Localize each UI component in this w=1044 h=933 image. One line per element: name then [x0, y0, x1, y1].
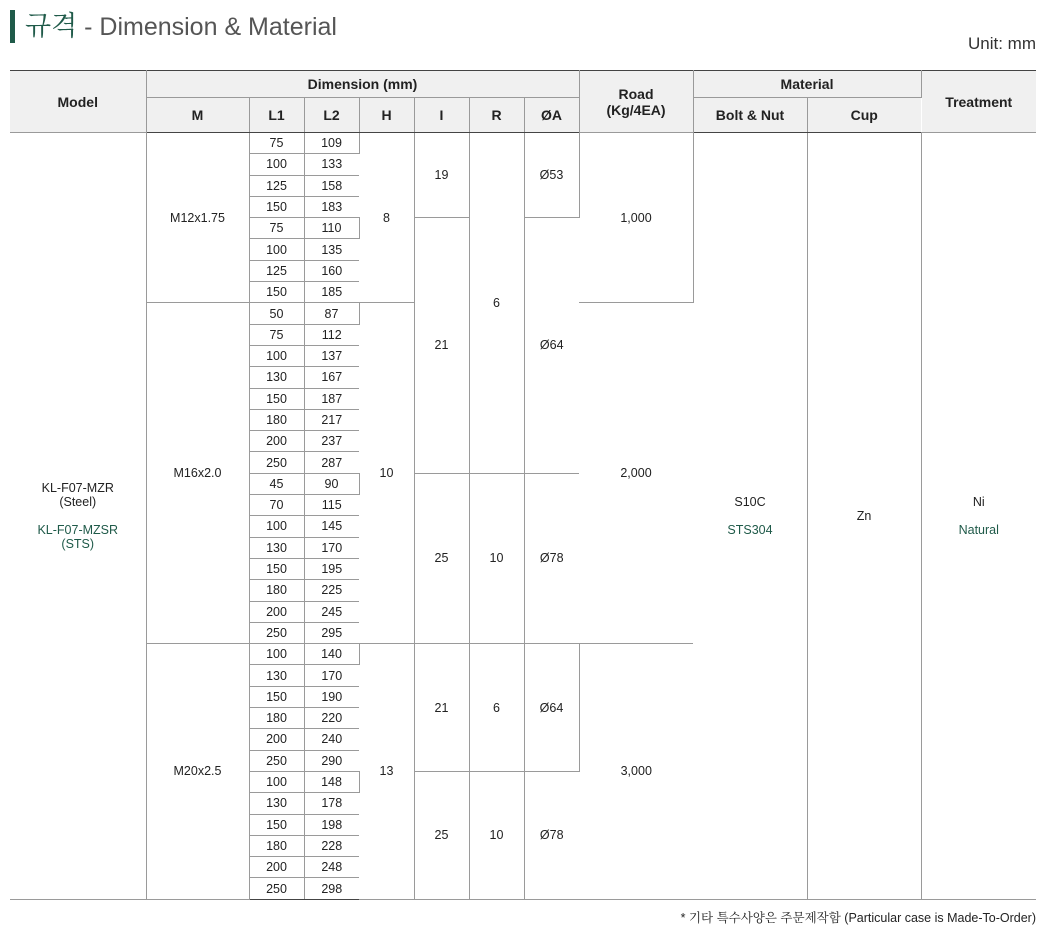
l2-cell: 295 [304, 622, 359, 643]
l1-cell: 150 [249, 814, 304, 835]
l1-cell: 100 [249, 345, 304, 366]
l1-cell: 180 [249, 835, 304, 856]
m-cell: M20x2.5 [146, 644, 249, 900]
l2-cell: 110 [304, 218, 359, 239]
cup-cell: Zn [807, 133, 921, 900]
i-cell: 19 [414, 133, 469, 218]
i-cell: 21 [414, 644, 469, 772]
model-steel-note: (Steel) [59, 494, 97, 509]
l1-cell: 150 [249, 196, 304, 217]
l2-cell: 190 [304, 686, 359, 707]
treatment-steel: Ni [972, 494, 985, 509]
l2-cell: 178 [304, 793, 359, 814]
l1-cell: 180 [249, 708, 304, 729]
l1-cell: 200 [249, 857, 304, 878]
l1-cell: 200 [249, 729, 304, 750]
oa-cell: Ø78 [524, 771, 579, 899]
page-title-english: - Dimension & Material [77, 13, 337, 41]
page-title [25, 8, 337, 45]
l1-cell: 125 [249, 260, 304, 281]
r-cell: 10 [469, 771, 524, 899]
treatment-cell [921, 133, 1036, 900]
model-cell [10, 133, 146, 900]
i-cell: 25 [414, 473, 469, 643]
l2-cell: 140 [304, 644, 359, 665]
header-dimension: Dimension (mm) [146, 71, 579, 98]
header-material: Material [693, 71, 921, 98]
l1-cell: 150 [249, 686, 304, 707]
header-road-line2: (Kg/4EA) [606, 101, 666, 118]
l2-cell: 135 [304, 239, 359, 260]
treatment-sts: Natural [958, 522, 999, 537]
l1-cell: 100 [249, 644, 304, 665]
model-sts-name: KL-F07-MZSR [37, 522, 119, 537]
l2-cell: 90 [304, 473, 359, 494]
l2-cell: 167 [304, 367, 359, 388]
title-accent-bar [10, 10, 15, 43]
l2-cell: 137 [304, 345, 359, 366]
footnote: * 기타 특수사양은 주문제작함 (Particular case is Made-To-Order) [680, 911, 1036, 925]
oa-cell: Ø53 [524, 133, 579, 218]
l2-cell: 148 [304, 771, 359, 792]
road-cell: 2,000 [579, 303, 693, 644]
h-cell: 13 [359, 644, 414, 900]
l1-cell: 180 [249, 580, 304, 601]
l2-cell: 112 [304, 324, 359, 345]
header-i: I [414, 98, 469, 133]
l1-cell: 130 [249, 367, 304, 388]
l1-cell: 100 [249, 239, 304, 260]
oa-cell: Ø78 [524, 473, 579, 643]
header-model: Model [10, 71, 146, 133]
l2-cell: 290 [304, 750, 359, 771]
l1-cell: 250 [249, 622, 304, 643]
road-cell: 1,000 [579, 133, 693, 303]
l1-cell: 100 [249, 516, 304, 537]
l2-cell: 195 [304, 558, 359, 579]
header-treatment: Treatment [921, 71, 1036, 133]
l2-cell: 237 [304, 431, 359, 452]
l2-cell: 185 [304, 282, 359, 303]
header-l1: L1 [249, 98, 304, 133]
r-cell: 6 [469, 133, 524, 474]
header-road-line1: Road [618, 85, 654, 102]
l1-cell: 75 [249, 324, 304, 345]
header-r: R [469, 98, 524, 133]
l2-cell: 240 [304, 729, 359, 750]
l1-cell: 250 [249, 452, 304, 473]
l1-cell: 130 [249, 793, 304, 814]
l2-cell: 245 [304, 601, 359, 622]
l2-cell: 298 [304, 878, 359, 899]
h-cell: 10 [359, 303, 414, 644]
l2-cell: 158 [304, 175, 359, 196]
l2-cell: 109 [304, 133, 359, 154]
l1-cell: 150 [249, 282, 304, 303]
l2-cell: 87 [304, 303, 359, 324]
l2-cell: 225 [304, 580, 359, 601]
m-cell: M16x2.0 [146, 303, 249, 644]
bolt-nut-sts: STS304 [727, 522, 773, 537]
l2-cell: 170 [304, 665, 359, 686]
l1-cell: 130 [249, 665, 304, 686]
header-h: H [359, 98, 414, 133]
page-title-korean: 규격 [25, 11, 78, 41]
i-cell: 21 [414, 218, 469, 474]
header-oa: ØA [524, 98, 579, 133]
table-row [10, 133, 1036, 154]
l1-cell: 250 [249, 878, 304, 899]
l2-cell: 220 [304, 708, 359, 729]
l1-cell: 200 [249, 431, 304, 452]
l1-cell: 75 [249, 218, 304, 239]
l2-cell: 145 [304, 516, 359, 537]
l2-cell: 170 [304, 537, 359, 558]
header-road [579, 71, 693, 133]
l1-cell: 130 [249, 537, 304, 558]
l1-cell: 200 [249, 601, 304, 622]
l1-cell: 250 [249, 750, 304, 771]
l1-cell: 150 [249, 388, 304, 409]
l1-cell: 50 [249, 303, 304, 324]
header-cup: Cup [807, 98, 921, 133]
model-steel-name: KL-F07-MZR [41, 480, 114, 495]
l2-cell: 217 [304, 409, 359, 430]
l1-cell: 70 [249, 495, 304, 516]
i-cell: 25 [414, 771, 469, 899]
l1-cell: 45 [249, 473, 304, 494]
l1-cell: 75 [249, 133, 304, 154]
h-cell: 8 [359, 133, 414, 303]
r-cell: 10 [469, 473, 524, 643]
bolt-nut-cell [693, 133, 807, 900]
oa-cell: Ø64 [524, 644, 579, 772]
l2-cell: 287 [304, 452, 359, 473]
bolt-nut-steel: S10C [734, 494, 766, 509]
l2-cell: 115 [304, 495, 359, 516]
l2-cell: 198 [304, 814, 359, 835]
l1-cell: 150 [249, 558, 304, 579]
road-cell: 3,000 [579, 644, 693, 900]
model-sts-note: (STS) [61, 536, 95, 551]
l2-cell: 248 [304, 857, 359, 878]
header-l2: L2 [304, 98, 359, 133]
unit-label: Unit: mm [968, 34, 1036, 53]
l2-cell: 228 [304, 835, 359, 856]
l2-cell: 160 [304, 260, 359, 281]
spec-table [10, 70, 1036, 900]
l1-cell: 180 [249, 409, 304, 430]
header-bolt-nut: Bolt & Nut [693, 98, 807, 133]
m-cell: M12x1.75 [146, 133, 249, 303]
oa-cell: Ø64 [524, 218, 579, 474]
l1-cell: 100 [249, 771, 304, 792]
l2-cell: 133 [304, 154, 359, 175]
r-cell: 6 [469, 644, 524, 772]
l2-cell: 187 [304, 388, 359, 409]
l1-cell: 100 [249, 154, 304, 175]
header-m: M [146, 98, 249, 133]
l2-cell: 183 [304, 196, 359, 217]
l1-cell: 125 [249, 175, 304, 196]
